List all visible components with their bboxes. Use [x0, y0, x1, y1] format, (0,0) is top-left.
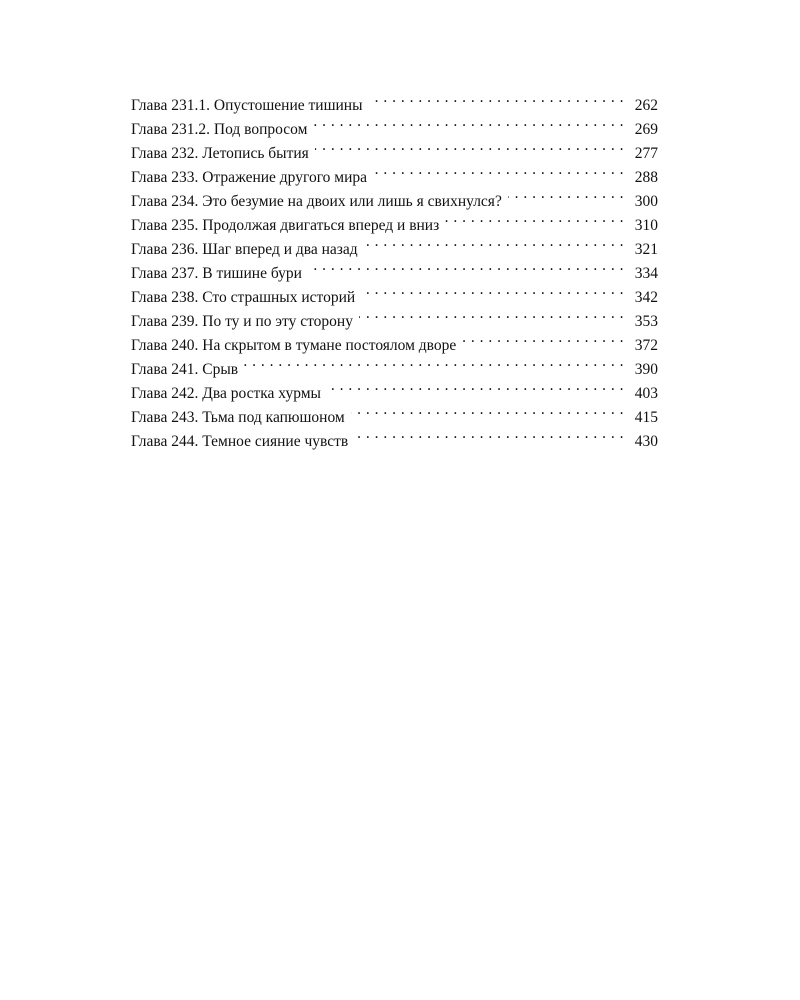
entry-page-number: 269 — [634, 121, 658, 138]
dot-leader — [244, 350, 624, 374]
entry-page-number: 277 — [634, 145, 658, 162]
entry-title: Глава 231.2. Под вопросом — [131, 121, 308, 138]
entry-page-number: 353 — [634, 313, 658, 330]
entry-page-number: 310 — [634, 217, 658, 234]
toc-entry-231-1[interactable] — [131, 86, 658, 114]
entry-title: Глава 238. Сто страшных историй — [131, 289, 356, 306]
dot-leader — [315, 134, 624, 158]
entry-page-number: 390 — [634, 361, 658, 378]
dot-leader — [308, 254, 624, 278]
entry-title: Глава 243. Тьма под капюшоном — [131, 409, 345, 426]
entry-title: Глава 244. Темное сияние чувств — [131, 433, 349, 450]
dot-leader — [354, 422, 624, 446]
entry-page-number: 403 — [634, 385, 658, 402]
entry-title: Глава 240. На скрытом в тумане постоялом дворе — [131, 337, 457, 354]
entry-title: Глава 235. Продолжая двигаться вперед и вниз — [131, 217, 440, 234]
dot-leader — [351, 398, 624, 422]
entry-page-number: 415 — [634, 409, 658, 426]
entry-title: Глава 242. Два ростка хурмы — [131, 385, 321, 402]
dot-leader — [313, 110, 624, 134]
dot-leader — [445, 206, 624, 230]
entry-title: Глава 234. Это безумие на двоих или лишь я свихнулся? — [131, 193, 502, 210]
dot-leader — [508, 182, 624, 206]
entry-title: Глава 236. Шаг вперед и два назад — [131, 241, 358, 258]
entry-title: Глава 237. В тишине бури — [131, 265, 302, 282]
dot-leader — [364, 230, 624, 254]
dot-leader — [361, 278, 624, 302]
dot-leader — [462, 326, 624, 350]
entry-page-number: 430 — [634, 433, 658, 450]
dot-leader — [359, 302, 624, 326]
dot-leader — [369, 86, 624, 110]
entry-title: Глава 231.1. Опустошение тишины — [131, 97, 363, 114]
dot-leader — [373, 158, 624, 182]
entry-page-number: 334 — [634, 265, 658, 282]
entry-page-number: 321 — [634, 241, 658, 258]
table-of-contents — [131, 86, 658, 450]
entry-page-number: 300 — [634, 193, 658, 210]
dot-leader — [327, 374, 624, 398]
entry-page-number: 262 — [634, 97, 658, 114]
entry-title: Глава 241. Срыв — [131, 361, 239, 378]
entry-title: Глава 239. По ту и по эту сторону — [131, 313, 353, 330]
entry-title: Глава 233. Отражение другого мира — [131, 169, 368, 186]
entry-title: Глава 232. Летопись бытия — [131, 145, 309, 162]
entry-page-number: 342 — [634, 289, 658, 306]
entry-page-number: 288 — [634, 169, 658, 186]
entry-page-number: 372 — [634, 337, 658, 354]
